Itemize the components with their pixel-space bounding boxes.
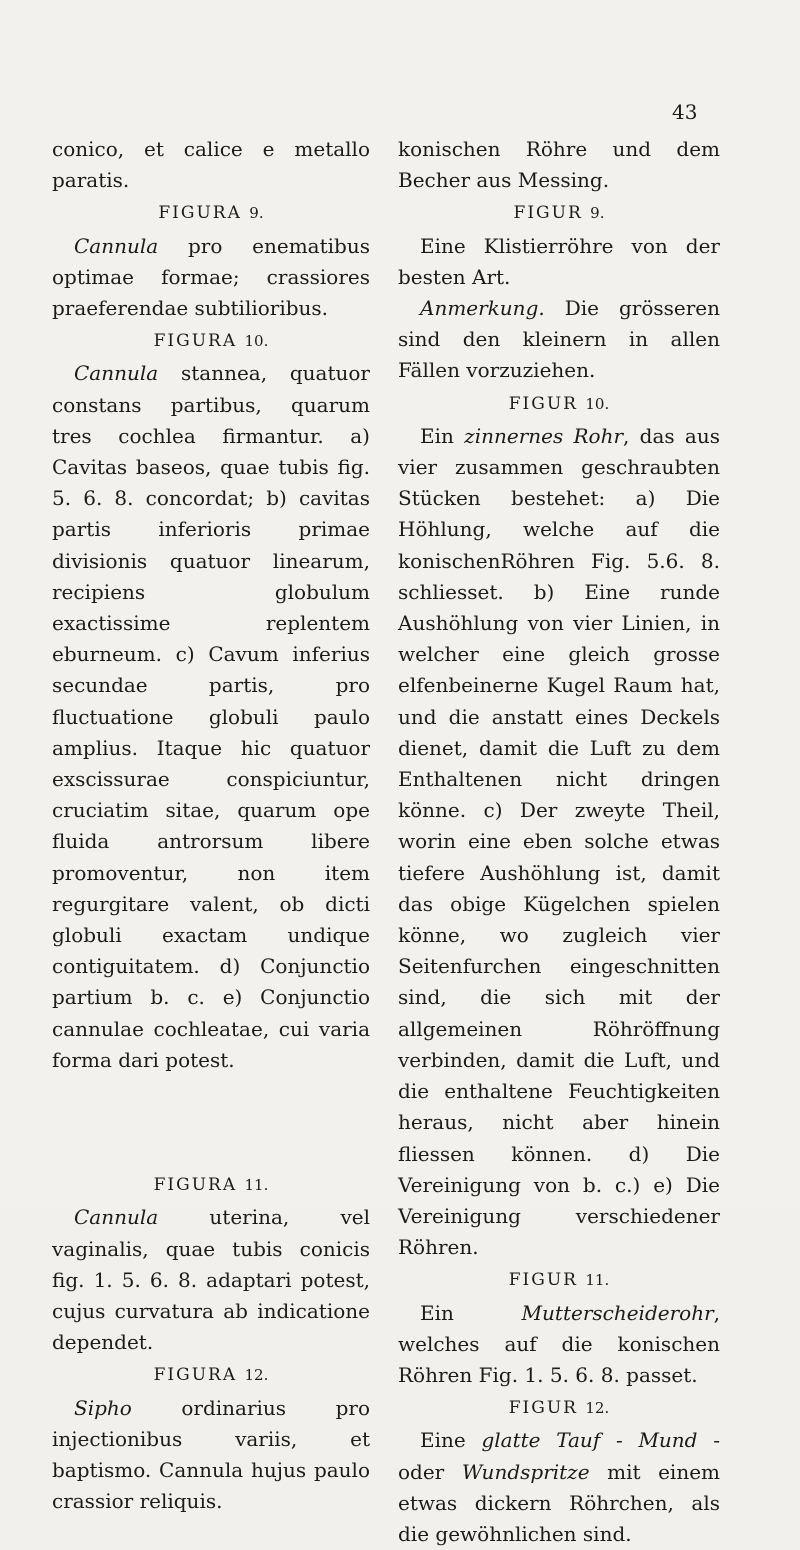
latin-heading-figure-11: FIGURA 11. — [153, 1175, 269, 1196]
latin-paragraph-figure-10: Cannula stannea, quatuor constans partibus, quarum tres cochlea firmantur. a) Cavitas baseos, quae tubis fig. 5. 6. 8. concordat; b) cavitas partis inferioris primae divisionis quatuor linearum, recipiens globulum exactissime replentem eburneum. c) Cavum inferius secundae partis, pro fluctuatione globuli paulo amplius. Itaque hic quatuor exscissurae conspiciuntur, cruciatim sitae, quarum ope fluida antrorsum libere promoventur, non item regurgitare valent, ob dicti globuli exactam undique contiguitatem. d) Conjunctio partium b. c. e) Conjunctio cannulae cochleatae, cui varia forma dari potest. — [52, 361, 370, 1072]
page-number: 43 — [672, 100, 698, 124]
german-paragraph-figure-11: Ein Mutterscheiderohr, welches auf die konischen Röhren Fig. 1. 5. 6. 8. passet. — [398, 1300, 720, 1387]
latin-paragraph-figure-9: Cannula pro enematibus optimae formae; crassiores praeferendae subtilioribus. — [52, 233, 370, 321]
german-continuation: konischen Röhre und dem Becher aus Messing. — [398, 137, 720, 193]
german-heading-figure-9: FIGUR 9. — [513, 203, 605, 224]
latin-heading-figure-9: FIGURA 9. — [158, 203, 264, 224]
german-heading-figure-11: FIGUR 11. — [508, 1270, 610, 1291]
german-heading-figure-10: FIGUR 10. — [508, 393, 610, 414]
german-paragraph-figure-9: Eine Klistierröhre von der besten Art. — [398, 233, 720, 289]
latin-paragraph-figure-12: Sipho ordinarius pro injectionibus variis, et baptismo. Cannula hujus paulo crassior reliquis. — [52, 1395, 370, 1514]
german-note-figure-9: Anmerkung. Die grösseren sind den kleinern in allen Fällen vorzuziehen. — [398, 296, 720, 383]
latin-paragraph-figure-11: Cannula uterina, vel vaginalis, quae tubis conicis fig. 1. 5. 6. 8. adaptari potest, cujus curvatura ab indicatione dependet. — [52, 1205, 370, 1355]
latin-heading-figure-12: FIGURA 12. — [153, 1365, 269, 1386]
latin-heading-figure-10: FIGURA 10. — [153, 331, 269, 352]
german-column — [398, 134, 720, 1550]
german-paragraph-figure-10: Ein zinnernes Rohr, das aus vier zusammen geschraubten Stücken bestehet: a) Die Höhlung, welche auf die konischenRöhren Fig. 5.6. 8. schliesset. b) Eine runde Aushöhlung von vier Linien, in welcher eine gleich grosse elfenbeinerne Kugel Raum hat, und die anstatt eines Deckels dienet, damit die Luft zu dem Enthaltenen nicht dringen könne. c) Der zweyte Theil, worin eine eben solche etwas tiefere Aushöhlung ist, damit das obige Kügelchen spielen könne, wo zugleich vier Seitenfurchen eingeschnitten sind, die sich mit der allgemeinen Röhröffnung verbinden, damit die Luft, und die enthaltene Feuchtigkeiten heraus, nicht aber hinein fliessen können. d) Die Vereinigung von b. c.) e) Die Vereinigung verschiedener Röhren. — [398, 423, 720, 1260]
latin-continuation: conico, et calice e metallo paratis. — [52, 137, 370, 193]
german-paragraph-figure-12: Eine glatte Tauf - Mund - oder Wundspritze mit einem etwas dickern Röhrchen, als die gewöhnlichen sind. — [398, 1428, 720, 1546]
latin-column — [52, 134, 370, 1517]
german-heading-figure-12: FIGUR 12. — [508, 1398, 610, 1419]
